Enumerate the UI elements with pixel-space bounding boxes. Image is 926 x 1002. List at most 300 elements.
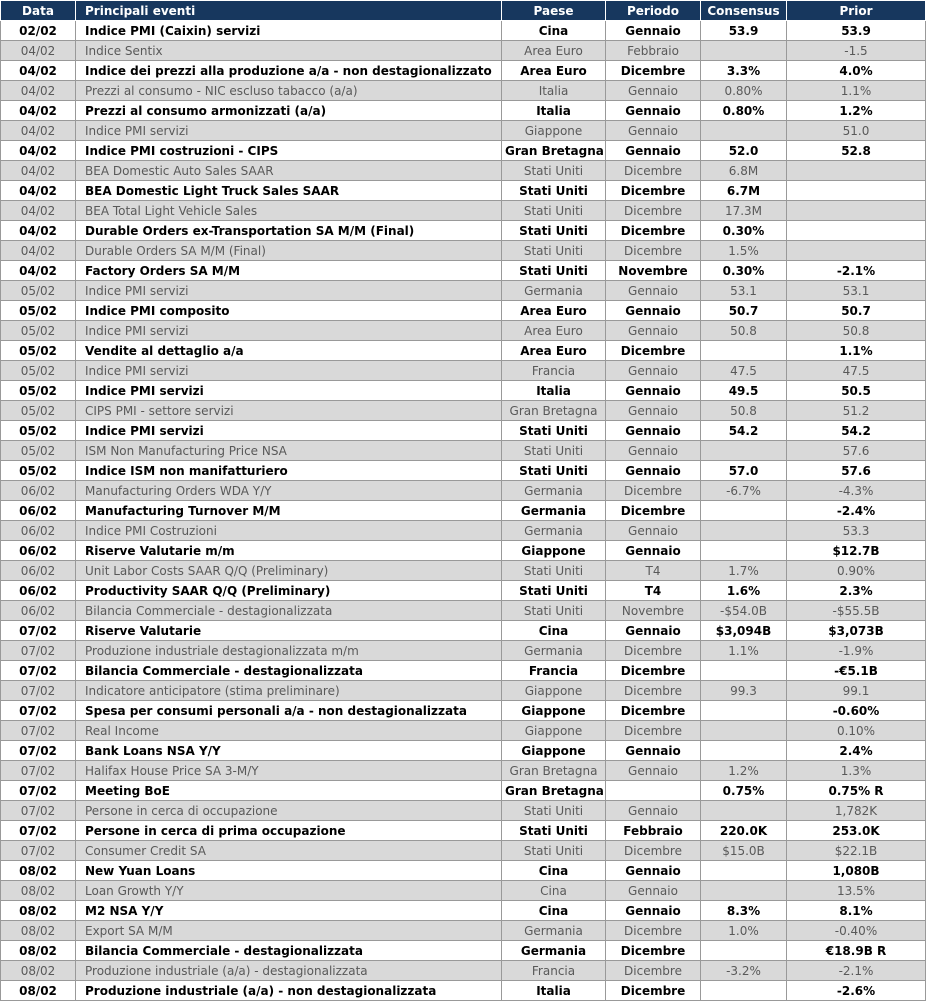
prior-cell: 1.1%	[787, 341, 926, 361]
prior-cell: -2.6%	[787, 981, 926, 1001]
prior-cell: 51.0	[787, 121, 926, 141]
prior-cell: -4.3%	[787, 481, 926, 501]
period-cell: Dicembre	[606, 921, 701, 941]
consensus-cell: -6.7%	[701, 481, 787, 501]
table-row	[1, 361, 926, 381]
prior-cell: 54.2	[787, 421, 926, 441]
event-cell: Real Income	[76, 721, 502, 741]
prior-cell: $22.1B	[787, 841, 926, 861]
consensus-cell: 0.75%	[701, 781, 787, 801]
period-cell: Gennaio	[606, 901, 701, 921]
event-cell: BEA Total Light Vehicle Sales	[76, 201, 502, 221]
date-cell: 05/02	[1, 361, 76, 381]
date-cell: 08/02	[1, 921, 76, 941]
country-cell: Area Euro	[502, 301, 606, 321]
table-row	[1, 141, 926, 161]
period-cell: Dicembre	[606, 941, 701, 961]
header-country: Paese	[502, 1, 606, 21]
event-cell: Productivity SAAR Q/Q (Preliminary)	[76, 581, 502, 601]
event-cell: M2 NSA Y/Y	[76, 901, 502, 921]
prior-cell: -0.40%	[787, 921, 926, 941]
period-cell: Dicembre	[606, 961, 701, 981]
table-body	[1, 21, 926, 1001]
event-cell: Indice PMI costruzioni - CIPS	[76, 141, 502, 161]
event-cell: Indice PMI servizi	[76, 421, 502, 441]
country-cell: Cina	[502, 21, 606, 41]
consensus-cell	[701, 981, 787, 1001]
prior-cell: 50.7	[787, 301, 926, 321]
table-row	[1, 221, 926, 241]
country-cell: Germania	[502, 501, 606, 521]
country-cell: Cina	[502, 881, 606, 901]
period-cell: Dicembre	[606, 841, 701, 861]
country-cell: Italia	[502, 981, 606, 1001]
event-cell: Indice PMI Costruzioni	[76, 521, 502, 541]
prior-cell: 4.0%	[787, 61, 926, 81]
consensus-cell: 6.7M	[701, 181, 787, 201]
date-cell: 05/02	[1, 321, 76, 341]
table-row	[1, 401, 926, 421]
table-row	[1, 981, 926, 1001]
table-row	[1, 61, 926, 81]
period-cell: Dicembre	[606, 161, 701, 181]
period-cell: Gennaio	[606, 321, 701, 341]
prior-cell: 253.0K	[787, 821, 926, 841]
period-cell: Dicembre	[606, 341, 701, 361]
date-cell: 04/02	[1, 141, 76, 161]
country-cell: Francia	[502, 661, 606, 681]
prior-cell: 53.9	[787, 21, 926, 41]
period-cell: Dicembre	[606, 221, 701, 241]
consensus-cell: $3,094B	[701, 621, 787, 641]
table-row	[1, 341, 926, 361]
date-cell: 08/02	[1, 941, 76, 961]
country-cell: Italia	[502, 101, 606, 121]
date-cell: 07/02	[1, 761, 76, 781]
event-cell: Indice PMI composito	[76, 301, 502, 321]
period-cell: Gennaio	[606, 621, 701, 641]
country-cell: Germania	[502, 281, 606, 301]
date-cell: 04/02	[1, 201, 76, 221]
event-cell: BEA Domestic Light Truck Sales SAAR	[76, 181, 502, 201]
country-cell: Italia	[502, 381, 606, 401]
country-cell: Germania	[502, 521, 606, 541]
consensus-cell: -3.2%	[701, 961, 787, 981]
consensus-cell	[701, 741, 787, 761]
consensus-cell: 1.6%	[701, 581, 787, 601]
prior-cell: -0.60%	[787, 701, 926, 721]
period-cell: Gennaio	[606, 421, 701, 441]
period-cell: Dicembre	[606, 181, 701, 201]
country-cell: Stati Uniti	[502, 801, 606, 821]
date-cell: 08/02	[1, 981, 76, 1001]
table-row	[1, 501, 926, 521]
country-cell: Giappone	[502, 741, 606, 761]
event-cell: Indice PMI servizi	[76, 281, 502, 301]
table-row	[1, 781, 926, 801]
country-cell: Stati Uniti	[502, 441, 606, 461]
table-row	[1, 921, 926, 941]
event-cell: Indice PMI servizi	[76, 361, 502, 381]
country-cell: Giappone	[502, 721, 606, 741]
consensus-cell	[701, 121, 787, 141]
period-cell: Gennaio	[606, 101, 701, 121]
consensus-cell: 0.80%	[701, 81, 787, 101]
event-cell: Spesa per consumi personali a/a - non destagionalizzata	[76, 701, 502, 721]
event-cell: Manufacturing Turnover M/M	[76, 501, 502, 521]
date-cell: 04/02	[1, 41, 76, 61]
date-cell: 07/02	[1, 621, 76, 641]
prior-cell: $12.7B	[787, 541, 926, 561]
consensus-cell: 99.3	[701, 681, 787, 701]
consensus-cell	[701, 801, 787, 821]
consensus-cell: 47.5	[701, 361, 787, 381]
period-cell: Gennaio	[606, 21, 701, 41]
event-cell: Indice Sentix	[76, 41, 502, 61]
date-cell: 05/02	[1, 461, 76, 481]
table-row	[1, 181, 926, 201]
consensus-cell	[701, 941, 787, 961]
date-cell: 05/02	[1, 301, 76, 321]
country-cell: Giappone	[502, 701, 606, 721]
table-row	[1, 81, 926, 101]
consensus-cell	[701, 341, 787, 361]
event-cell: Persone in cerca di occupazione	[76, 801, 502, 821]
country-cell: Area Euro	[502, 41, 606, 61]
period-cell: Gennaio	[606, 141, 701, 161]
prior-cell: 8.1%	[787, 901, 926, 921]
country-cell: Italia	[502, 81, 606, 101]
consensus-cell	[701, 721, 787, 741]
table-row	[1, 861, 926, 881]
table-row	[1, 701, 926, 721]
date-cell: 07/02	[1, 801, 76, 821]
period-cell: Febbraio	[606, 821, 701, 841]
table-row	[1, 741, 926, 761]
date-cell: 07/02	[1, 841, 76, 861]
country-cell: Gran Bretagna	[502, 781, 606, 801]
country-cell: Gran Bretagna	[502, 141, 606, 161]
country-cell: Giappone	[502, 681, 606, 701]
prior-cell: 1,080B	[787, 861, 926, 881]
prior-cell	[787, 241, 926, 261]
table-row	[1, 961, 926, 981]
date-cell: 05/02	[1, 381, 76, 401]
event-cell: Riserve Valutarie m/m	[76, 541, 502, 561]
event-cell: Prezzi al consumo armonizzati (a/a)	[76, 101, 502, 121]
consensus-cell	[701, 541, 787, 561]
consensus-cell: 1.7%	[701, 561, 787, 581]
consensus-cell: 53.1	[701, 281, 787, 301]
event-cell: Indice dei prezzi alla produzione a/a - non destagionalizzato	[76, 61, 502, 81]
consensus-cell: 53.9	[701, 21, 787, 41]
prior-cell: 0.75% R	[787, 781, 926, 801]
event-cell: CIPS PMI - settore servizi	[76, 401, 502, 421]
consensus-cell: 50.8	[701, 401, 787, 421]
prior-cell: 53.3	[787, 521, 926, 541]
prior-cell: -2.1%	[787, 261, 926, 281]
date-cell: 07/02	[1, 701, 76, 721]
event-cell: Vendite al dettaglio a/a	[76, 341, 502, 361]
prior-cell: -$55.5B	[787, 601, 926, 621]
prior-cell	[787, 161, 926, 181]
period-cell: Novembre	[606, 261, 701, 281]
date-cell: 07/02	[1, 681, 76, 701]
prior-cell: 99.1	[787, 681, 926, 701]
consensus-cell: 49.5	[701, 381, 787, 401]
consensus-cell: $15.0B	[701, 841, 787, 861]
consensus-cell	[701, 521, 787, 541]
table-row	[1, 521, 926, 541]
consensus-cell: 0.30%	[701, 261, 787, 281]
event-cell: Indice PMI servizi	[76, 321, 502, 341]
date-cell: 06/02	[1, 501, 76, 521]
period-cell: Dicembre	[606, 61, 701, 81]
event-cell: Halifax House Price SA 3-M/Y	[76, 761, 502, 781]
event-cell: Indice PMI servizi	[76, 381, 502, 401]
table-row	[1, 261, 926, 281]
period-cell: Dicembre	[606, 501, 701, 521]
event-cell: Durable Orders ex-Transportation SA M/M (Final)	[76, 221, 502, 241]
consensus-cell	[701, 441, 787, 461]
period-cell: Dicembre	[606, 681, 701, 701]
prior-cell: 13.5%	[787, 881, 926, 901]
date-cell: 06/02	[1, 601, 76, 621]
event-cell: Persone in cerca di prima occupazione	[76, 821, 502, 841]
date-cell: 04/02	[1, 101, 76, 121]
table-row	[1, 421, 926, 441]
date-cell: 06/02	[1, 581, 76, 601]
prior-cell: 47.5	[787, 361, 926, 381]
date-cell: 06/02	[1, 541, 76, 561]
prior-cell	[787, 201, 926, 221]
date-cell: 02/02	[1, 21, 76, 41]
date-cell: 08/02	[1, 881, 76, 901]
event-cell: BEA Domestic Auto Sales SAAR	[76, 161, 502, 181]
country-cell: Cina	[502, 901, 606, 921]
consensus-cell: 52.0	[701, 141, 787, 161]
table-row	[1, 481, 926, 501]
period-cell: Febbraio	[606, 41, 701, 61]
consensus-cell	[701, 41, 787, 61]
event-cell: New Yuan Loans	[76, 861, 502, 881]
date-cell: 08/02	[1, 861, 76, 881]
header-row	[1, 1, 926, 21]
prior-cell: 52.8	[787, 141, 926, 161]
event-cell: Indice ISM non manifatturiero	[76, 461, 502, 481]
prior-cell: $3,073B	[787, 621, 926, 641]
consensus-cell: 0.30%	[701, 221, 787, 241]
prior-cell: -1.5	[787, 41, 926, 61]
table-row	[1, 281, 926, 301]
event-cell: Prezzi al consumo - NIC escluso tabacco (a/a)	[76, 81, 502, 101]
period-cell: Gennaio	[606, 121, 701, 141]
table-row	[1, 461, 926, 481]
date-cell: 05/02	[1, 341, 76, 361]
prior-cell: 1,782K	[787, 801, 926, 821]
header-event: Principali eventi	[76, 1, 502, 21]
country-cell: Cina	[502, 861, 606, 881]
consensus-cell	[701, 701, 787, 721]
prior-cell: -2.4%	[787, 501, 926, 521]
consensus-cell: 57.0	[701, 461, 787, 481]
date-cell: 06/02	[1, 481, 76, 501]
period-cell: Dicembre	[606, 241, 701, 261]
table-row	[1, 161, 926, 181]
country-cell: Stati Uniti	[502, 201, 606, 221]
event-cell: Manufacturing Orders WDA Y/Y	[76, 481, 502, 501]
table-row	[1, 681, 926, 701]
table-row	[1, 801, 926, 821]
table-row	[1, 541, 926, 561]
event-cell: Produzione industriale (a/a) - destagionalizzata	[76, 961, 502, 981]
event-cell: Indicatore anticipatore (stima preliminare)	[76, 681, 502, 701]
event-cell: Durable Orders SA M/M (Final)	[76, 241, 502, 261]
country-cell: Germania	[502, 481, 606, 501]
period-cell: Gennaio	[606, 361, 701, 381]
date-cell: 04/02	[1, 221, 76, 241]
table-row	[1, 441, 926, 461]
country-cell: Stati Uniti	[502, 421, 606, 441]
period-cell: Dicembre	[606, 481, 701, 501]
date-cell: 04/02	[1, 241, 76, 261]
header-consensus: Consensus	[701, 1, 787, 21]
consensus-cell: 1.5%	[701, 241, 787, 261]
period-cell: Gennaio	[606, 761, 701, 781]
prior-cell: 0.90%	[787, 561, 926, 581]
date-cell: 04/02	[1, 61, 76, 81]
date-cell: 06/02	[1, 561, 76, 581]
country-cell: Stati Uniti	[502, 221, 606, 241]
consensus-cell: 1.2%	[701, 761, 787, 781]
date-cell: 07/02	[1, 781, 76, 801]
prior-cell: 53.1	[787, 281, 926, 301]
event-cell: Produzione industriale (a/a) - non destagionalizzata	[76, 981, 502, 1001]
country-cell: Francia	[502, 361, 606, 381]
country-cell: Germania	[502, 941, 606, 961]
event-cell: Indice PMI (Caixin) servizi	[76, 21, 502, 41]
consensus-cell: 8.3%	[701, 901, 787, 921]
consensus-cell: 54.2	[701, 421, 787, 441]
period-cell: T4	[606, 561, 701, 581]
consensus-cell	[701, 501, 787, 521]
consensus-cell: 0.80%	[701, 101, 787, 121]
period-cell: Dicembre	[606, 981, 701, 1001]
table-row	[1, 641, 926, 661]
country-cell: Giappone	[502, 541, 606, 561]
event-cell: Bilancia Commerciale - destagionalizzata	[76, 941, 502, 961]
header-date: Data	[1, 1, 76, 21]
period-cell: Gennaio	[606, 521, 701, 541]
country-cell: Stati Uniti	[502, 161, 606, 181]
event-cell: Riserve Valutarie	[76, 621, 502, 641]
table-row	[1, 601, 926, 621]
table-row	[1, 301, 926, 321]
prior-cell: -2.1%	[787, 961, 926, 981]
prior-cell	[787, 181, 926, 201]
date-cell: 04/02	[1, 81, 76, 101]
table-row	[1, 201, 926, 221]
country-cell: Stati Uniti	[502, 241, 606, 261]
period-cell: Gennaio	[606, 861, 701, 881]
consensus-cell: 17.3M	[701, 201, 787, 221]
event-cell: Export SA M/M	[76, 921, 502, 941]
country-cell: Cina	[502, 621, 606, 641]
event-cell: Indice PMI servizi	[76, 121, 502, 141]
prior-cell: 1.2%	[787, 101, 926, 121]
prior-cell: 50.5	[787, 381, 926, 401]
country-cell: Gran Bretagna	[502, 401, 606, 421]
event-cell: Bank Loans NSA Y/Y	[76, 741, 502, 761]
prior-cell: 50.8	[787, 321, 926, 341]
consensus-cell: 50.8	[701, 321, 787, 341]
period-cell: Dicembre	[606, 201, 701, 221]
table-header	[1, 1, 926, 21]
country-cell: Giappone	[502, 121, 606, 141]
prior-cell: 57.6	[787, 441, 926, 461]
table-row	[1, 321, 926, 341]
date-cell: 04/02	[1, 161, 76, 181]
country-cell: Stati Uniti	[502, 841, 606, 861]
consensus-cell	[701, 661, 787, 681]
table-row	[1, 561, 926, 581]
table-row	[1, 821, 926, 841]
date-cell: 08/02	[1, 961, 76, 981]
event-cell: Loan Growth Y/Y	[76, 881, 502, 901]
consensus-cell	[701, 861, 787, 881]
period-cell: Dicembre	[606, 641, 701, 661]
period-cell: Gennaio	[606, 801, 701, 821]
period-cell: Gennaio	[606, 441, 701, 461]
country-cell: Stati Uniti	[502, 181, 606, 201]
table-row	[1, 761, 926, 781]
table-row	[1, 101, 926, 121]
prior-cell: €18.9B R	[787, 941, 926, 961]
country-cell: Area Euro	[502, 321, 606, 341]
period-cell: Novembre	[606, 601, 701, 621]
consensus-cell: -$54.0B	[701, 601, 787, 621]
period-cell: Gennaio	[606, 381, 701, 401]
country-cell: Stati Uniti	[502, 821, 606, 841]
country-cell: Stati Uniti	[502, 561, 606, 581]
date-cell: 05/02	[1, 421, 76, 441]
event-cell: Factory Orders SA M/M	[76, 261, 502, 281]
consensus-cell: 3.3%	[701, 61, 787, 81]
date-cell: 07/02	[1, 821, 76, 841]
date-cell: 07/02	[1, 641, 76, 661]
table-row	[1, 21, 926, 41]
country-cell: Stati Uniti	[502, 461, 606, 481]
period-cell: Gennaio	[606, 541, 701, 561]
period-cell: T4	[606, 581, 701, 601]
country-cell: Stati Uniti	[502, 601, 606, 621]
period-cell: Dicembre	[606, 701, 701, 721]
prior-cell	[787, 221, 926, 241]
consensus-cell: 50.7	[701, 301, 787, 321]
country-cell: Francia	[502, 961, 606, 981]
event-cell: ISM Non Manufacturing Price NSA	[76, 441, 502, 461]
prior-cell: -€5.1B	[787, 661, 926, 681]
prior-cell: 2.4%	[787, 741, 926, 761]
prior-cell: 2.3%	[787, 581, 926, 601]
date-cell: 04/02	[1, 181, 76, 201]
table-row	[1, 841, 926, 861]
event-cell: Produzione industriale destagionalizzata m/m	[76, 641, 502, 661]
table-row	[1, 41, 926, 61]
table-row	[1, 121, 926, 141]
consensus-cell: 1.1%	[701, 641, 787, 661]
country-cell: Germania	[502, 641, 606, 661]
